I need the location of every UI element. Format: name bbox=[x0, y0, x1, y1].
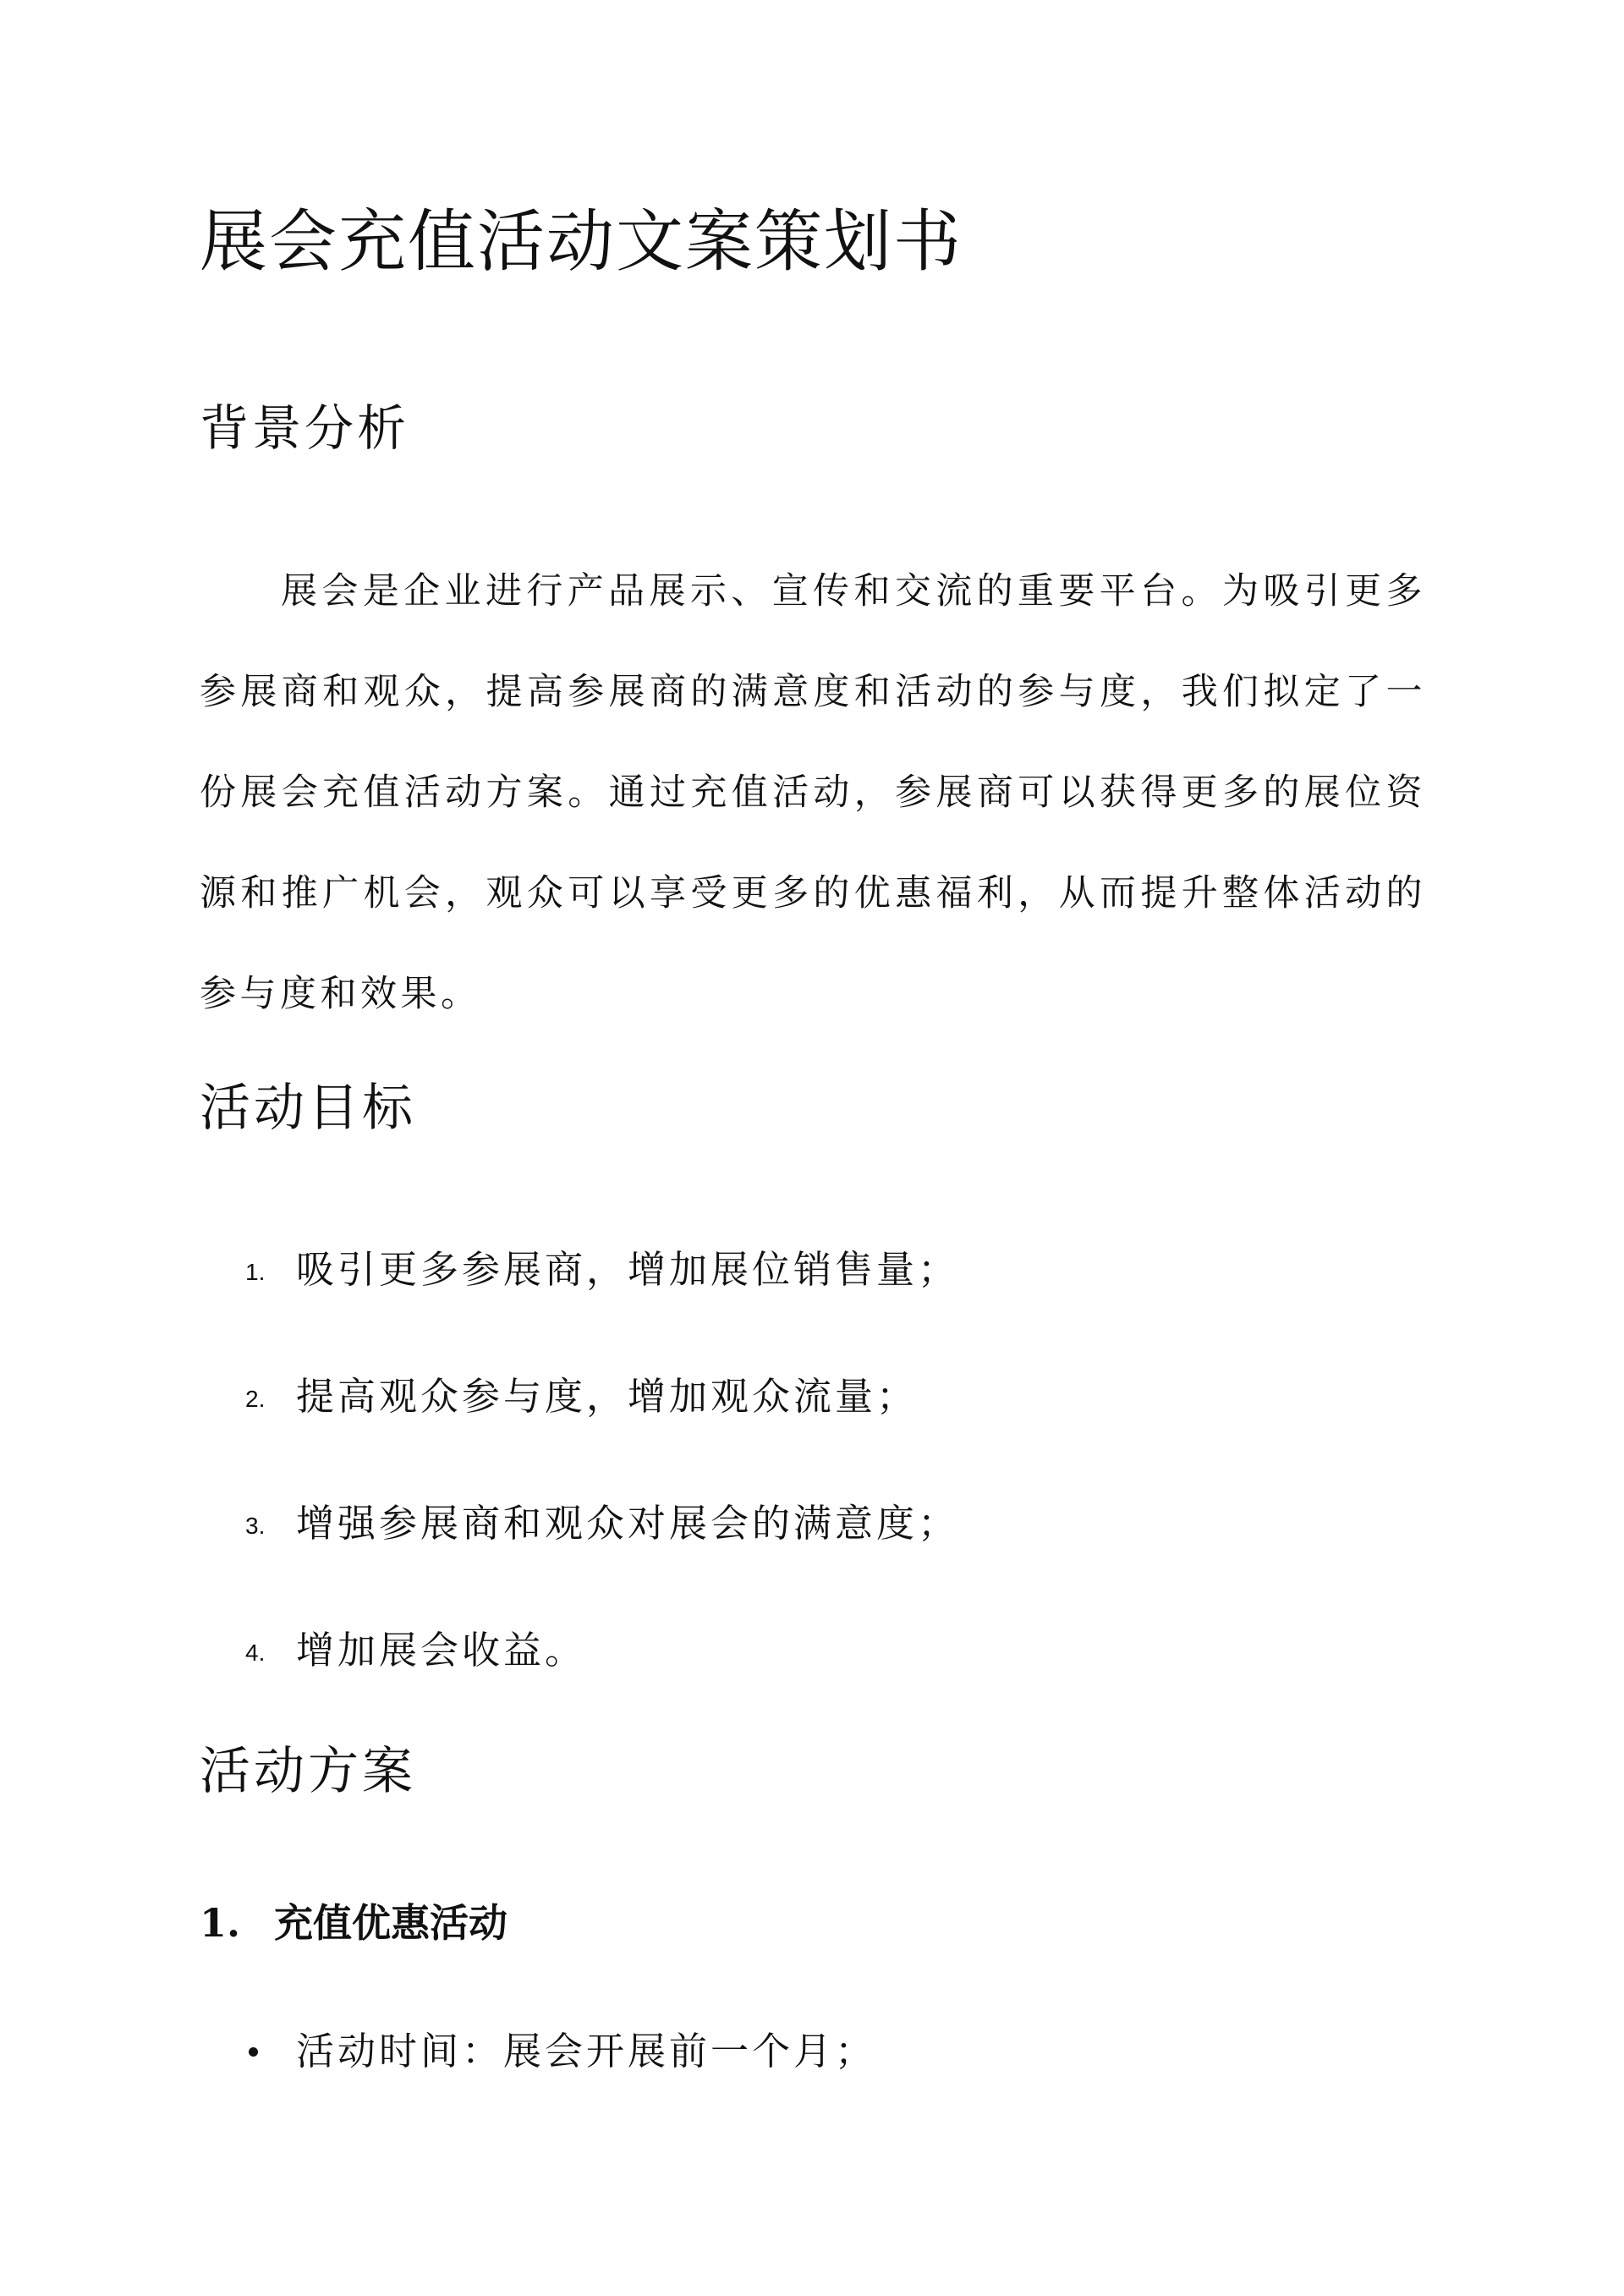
subsection-number: 1. bbox=[200, 1900, 241, 1946]
list-item-number: 1. bbox=[245, 1259, 266, 1285]
list-item-text: 增加展会收益。 bbox=[296, 1628, 587, 1673]
list-item-text: 吸引更多参展商，增加展位销售量； bbox=[296, 1247, 960, 1292]
list-item-number: 2. bbox=[245, 1386, 266, 1412]
list-item-text: 提高观众参与度，增加观众流量； bbox=[296, 1374, 919, 1419]
list-item-text: 增强参展商和观众对展会的满意度； bbox=[296, 1501, 960, 1546]
section-heading-goals: 活动目标 bbox=[200, 1079, 416, 1138]
list-item-number: 3. bbox=[245, 1513, 266, 1539]
subsection-title: 充值优惠活动 bbox=[274, 1900, 508, 1946]
document-title: 展会充值活动文案策划书 bbox=[200, 202, 963, 281]
bullet-icon bbox=[249, 2047, 258, 2057]
subsection-heading bbox=[200, 1893, 508, 1953]
section-heading-plan: 活动方案 bbox=[200, 1742, 416, 1801]
background-paragraph: 展会是企业进行产品展示、宣传和交流的重要平台。为吸引更多参展商和观众，提高参展商的满意度和活动的参与度，我们拟定了一份展会充值活动方案。通过充值活动，参展商可以获得更多的展位资源和推广机会，观众可以享受更多的优惠福利，从而提升整体活动的参与度和效果。 bbox=[200, 570, 1426, 1015]
section-heading-background: 背景分析 bbox=[200, 399, 410, 457]
list-item-number: 4. bbox=[245, 1640, 266, 1666]
bullet-text: 活动时间：展会开展前一个月； bbox=[296, 2029, 877, 2074]
